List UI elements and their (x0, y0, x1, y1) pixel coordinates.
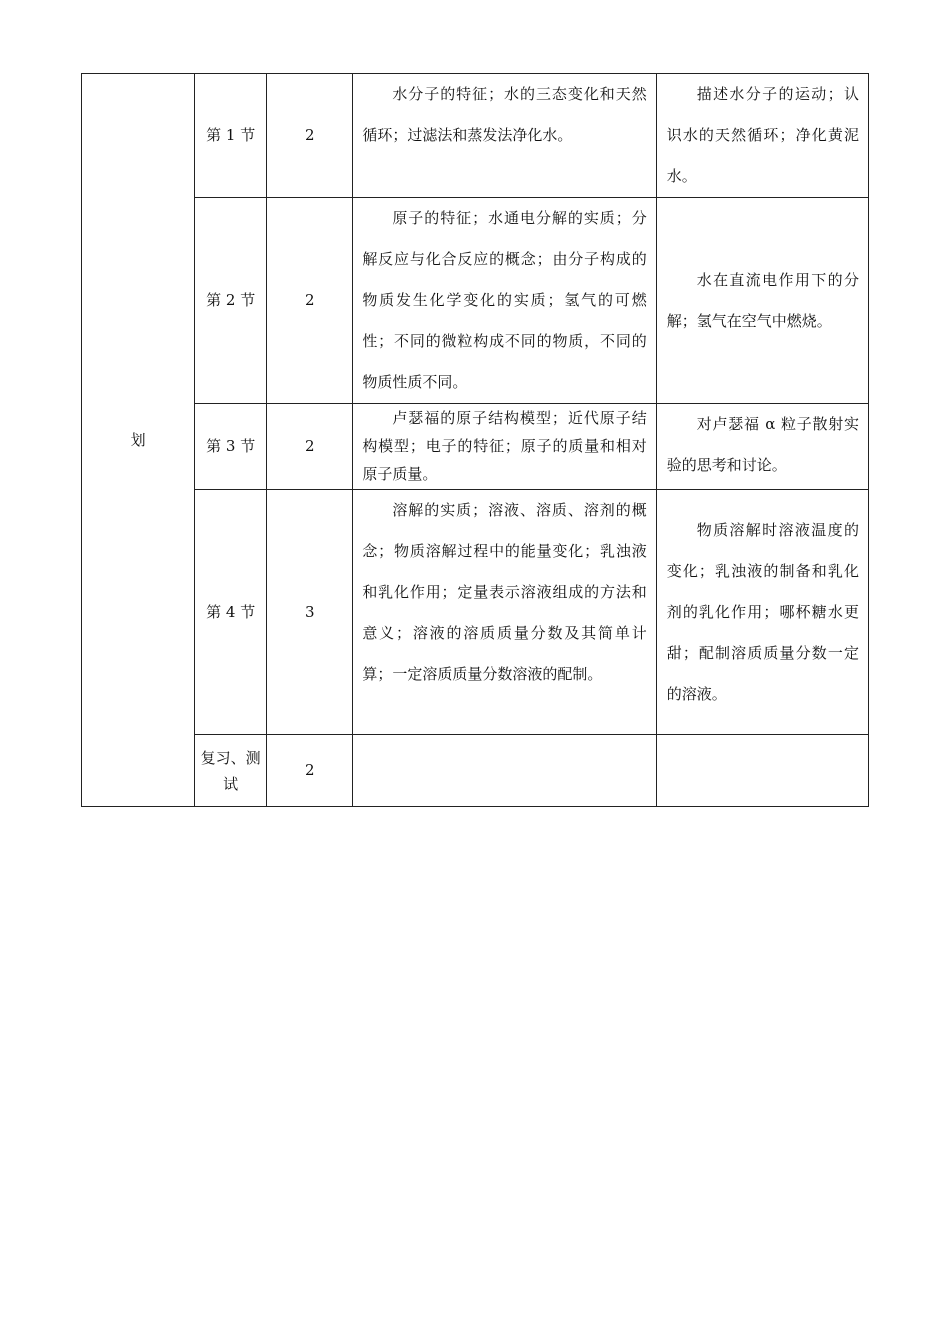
content-text: 卢瑟福的原子结构模型；近代原子结构模型；电子的特征；原子的质量和相对原子质量。 (362, 409, 647, 483)
section-cell: 第 2 节 (195, 198, 267, 404)
activity-cell (656, 490, 868, 735)
activity-cell (656, 404, 868, 490)
activity-cell (656, 74, 868, 198)
activity-text: 描述水分子的运动；认识水的天然循环；净化黄泥水。 (666, 85, 859, 185)
table-row (82, 490, 869, 735)
content-cell (353, 490, 656, 735)
plan-label: 划 (130, 430, 146, 449)
hours-cell: 2 (267, 735, 353, 807)
activity-cell (656, 198, 868, 404)
content-cell (353, 735, 656, 807)
activity-text: 物质溶解时溶液温度的变化；乳浊液的制备和乳化剂的乳化作用；哪杯糖水更甜；配制溶质质量分数一定的溶液。 (666, 520, 859, 703)
content-text: 原子的特征；水通电分解的实质；分解反应与化合反应的概念；由分子构成的物质发生化学变化的实质；氢气的可燃性；不同的微粒构成不同的物质，不同的物质性质不同。 (362, 209, 647, 391)
table-row (82, 404, 869, 490)
content-cell (353, 404, 656, 490)
section-cell: 复习、测试 (195, 735, 267, 807)
activity-cell (656, 735, 868, 807)
hours-cell: 2 (267, 74, 353, 198)
hours-cell: 2 (267, 198, 353, 404)
teaching-plan-table (81, 73, 869, 807)
content-text: 溶解的实质；溶液、溶质、溶剂的概念；物质溶解过程中的能量变化；乳浊液和乳化作用；定量表示溶液组成的方法和意义；溶液的溶质质量分数及其简单计算；一定溶质质量分数溶液的配制。 (362, 501, 647, 683)
content-cell (353, 198, 656, 404)
activity-text: 水在直流电作用下的分解；氢气在空气中燃烧。 (666, 270, 859, 330)
table-row (82, 74, 869, 198)
plan-label-cell (82, 74, 195, 807)
table-row (82, 735, 869, 807)
hours-cell: 2 (267, 404, 353, 490)
section-cell: 第 1 节 (195, 74, 267, 198)
section-cell: 第 4 节 (195, 490, 267, 735)
table-row (82, 198, 869, 404)
content-text: 水分子的特征；水的三态变化和天然循环；过滤法和蒸发法净化水。 (362, 85, 647, 144)
section-cell: 第 3 节 (195, 404, 267, 490)
activity-text: 对卢瑟福 α 粒子散射实验的思考和讨论。 (666, 415, 859, 474)
content-cell (353, 74, 656, 198)
hours-cell: 3 (267, 490, 353, 735)
